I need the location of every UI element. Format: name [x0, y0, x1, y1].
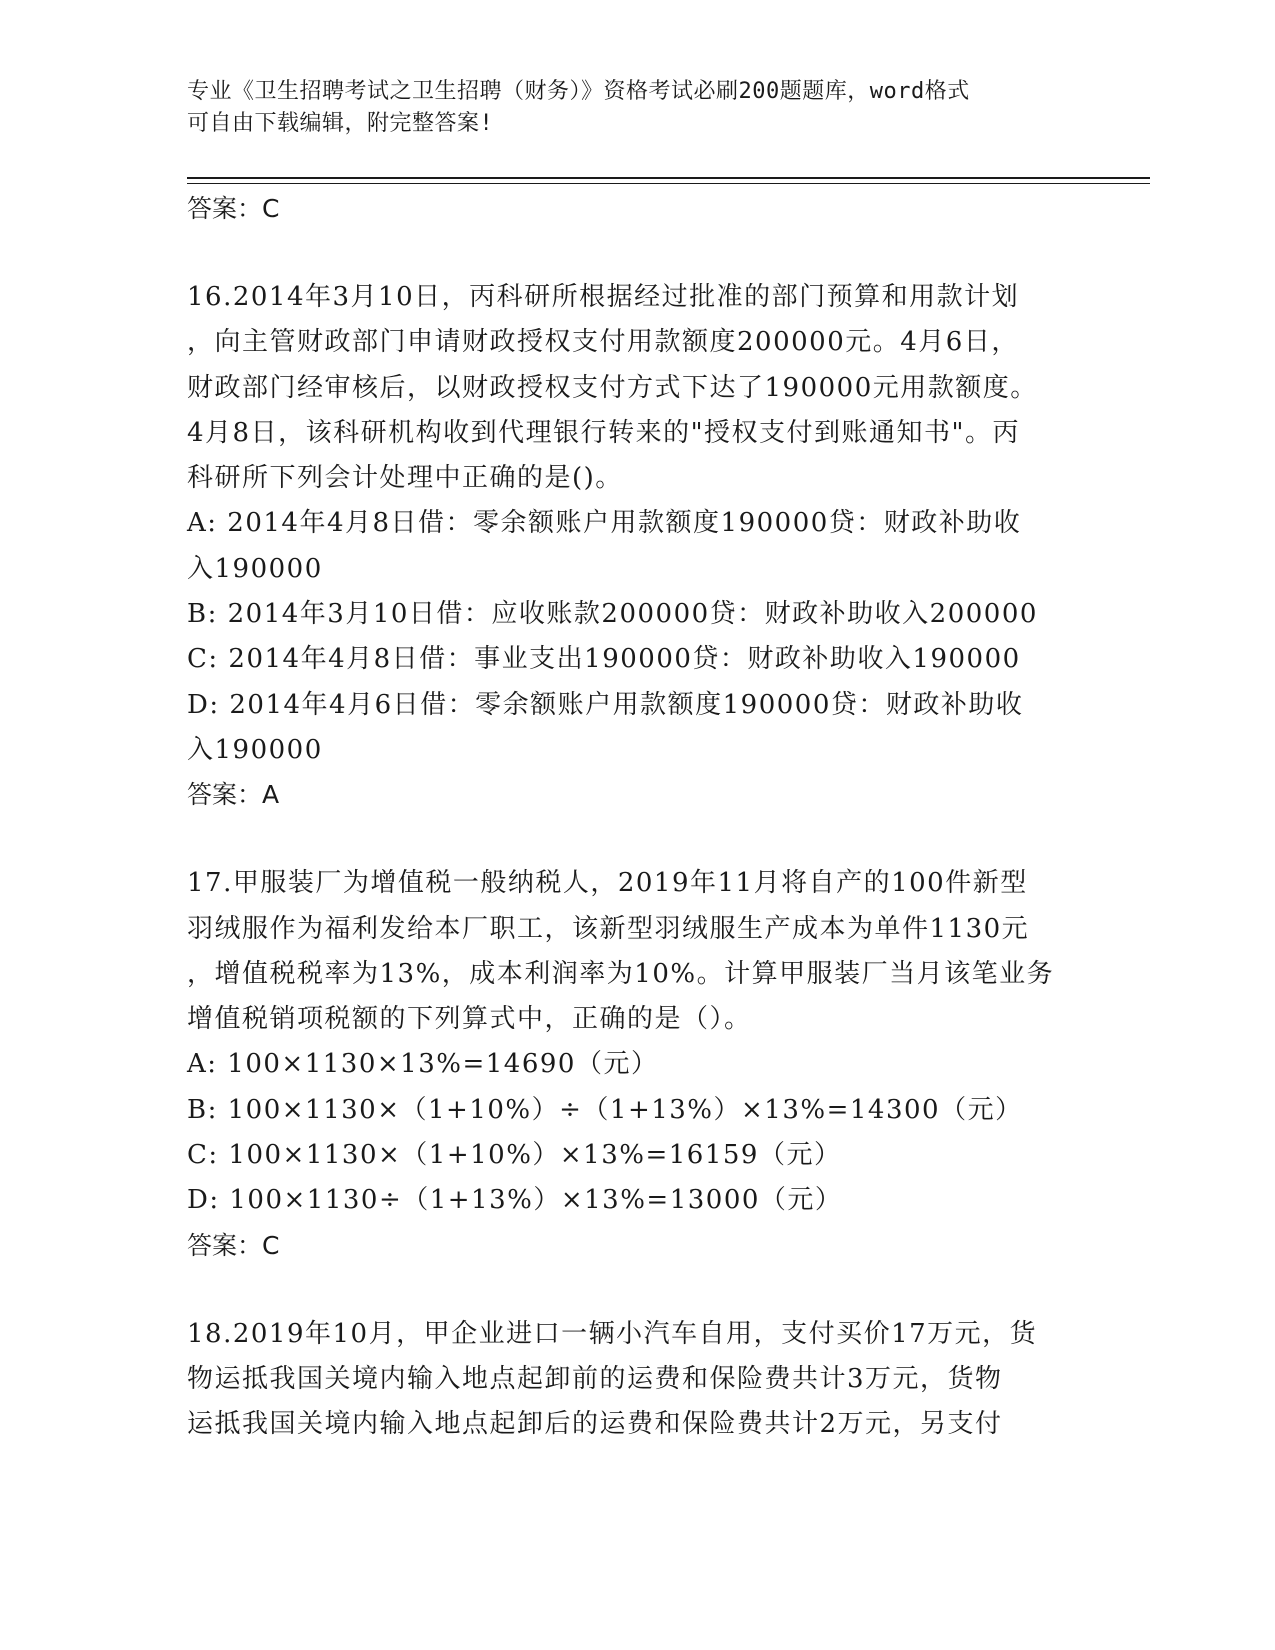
question-stem-line: 17.甲服装厂为增值税一般纳税人，2019年11月将自产的100件新型: [187, 868, 1028, 899]
question-stem-line: 物运抵我国关境内输入地点起卸前的运费和保险费共计3万元，货物: [187, 1363, 1003, 1394]
header-rule-thick: [187, 177, 1150, 179]
option-d-continued: 入190000: [187, 734, 323, 765]
question-stem-line: 科研所下列会计处理中正确的是()。: [187, 463, 623, 494]
question-stem-line: ，增值税税率为13%，成本利润率为10%。计算甲服装厂当月该笔业务: [187, 958, 1055, 989]
question-stem-line: 16.2014年3月10日，丙科研所根据经过批准的部门预算和用款计划: [187, 282, 1020, 312]
question-stem-line: 4月8日，该科研机构收到代理银行转来的"授权支付到账通知书"。丙: [187, 417, 1021, 448]
option-a: A: 100×1130×13%=14690（元）: [187, 1049, 659, 1080]
answer-17: 答案：C: [187, 1230, 280, 1260]
header-line-2: 可自由下载编辑，附完整答案!: [187, 111, 494, 136]
option-d: D: 2014年4月6日借：零余额账户用款额度190000贷：财政补助收: [187, 689, 1024, 720]
document-body: [187, 187, 1087, 1448]
option-a-continued: 入190000: [187, 553, 323, 584]
previous-answer: 答案：C: [187, 194, 280, 223]
question-stem-line: 财政部门经审核后，以财政授权支付方式下达了190000元用款额度。: [187, 372, 1038, 403]
option-b: B: 2014年3月10日借：应收账款200000贷：财政补助收入200000: [187, 599, 1038, 630]
header-line-1: 专业《卫生招聘考试之卫生招聘（财务）》资格考试必刷200题题库，word格式: [187, 79, 970, 104]
question-stem-line: 羽绒服作为福利发给本厂职工，该新型羽绒服生产成本为单件1130元: [187, 913, 1030, 944]
option-a: A: 2014年4月8日借：零余额账户用款额度190000贷：财政补助收: [187, 508, 1022, 539]
option-c: C: 2014年4月8日借：事业支出190000贷：财政补助收入190000: [187, 644, 1021, 675]
question-18: [187, 1312, 1087, 1448]
question-stem-line: 运抵我国关境内输入地点起卸后的运费和保险费共计2万元，另支付: [187, 1409, 1003, 1440]
question-stem-line: 18.2019年10月，甲企业进口一辆小汽车自用，支付买价17万元，货: [187, 1318, 1038, 1349]
option-b: B: 100×1130×（1+10%）÷（1+13%）×13%=14300（元）: [187, 1094, 1023, 1125]
option-d: D: 100×1130÷（1+13%）×13%=13000（元）: [187, 1185, 843, 1216]
question-stem-line: 增值税销项税额的下列算式中，正确的是（）。: [187, 1004, 752, 1035]
question-17: [187, 861, 1087, 1267]
question-16: [187, 275, 1087, 817]
page-header: [187, 76, 1067, 140]
header-rule-thin: [187, 183, 1150, 184]
answer-16: 答案：A: [187, 780, 280, 810]
option-c: C: 100×1130×（1+10%）×13%=16159（元）: [187, 1140, 842, 1171]
question-stem-line: ，向主管财政部门申请财政授权支付用款额度200000元。4月6日，: [187, 327, 1019, 358]
